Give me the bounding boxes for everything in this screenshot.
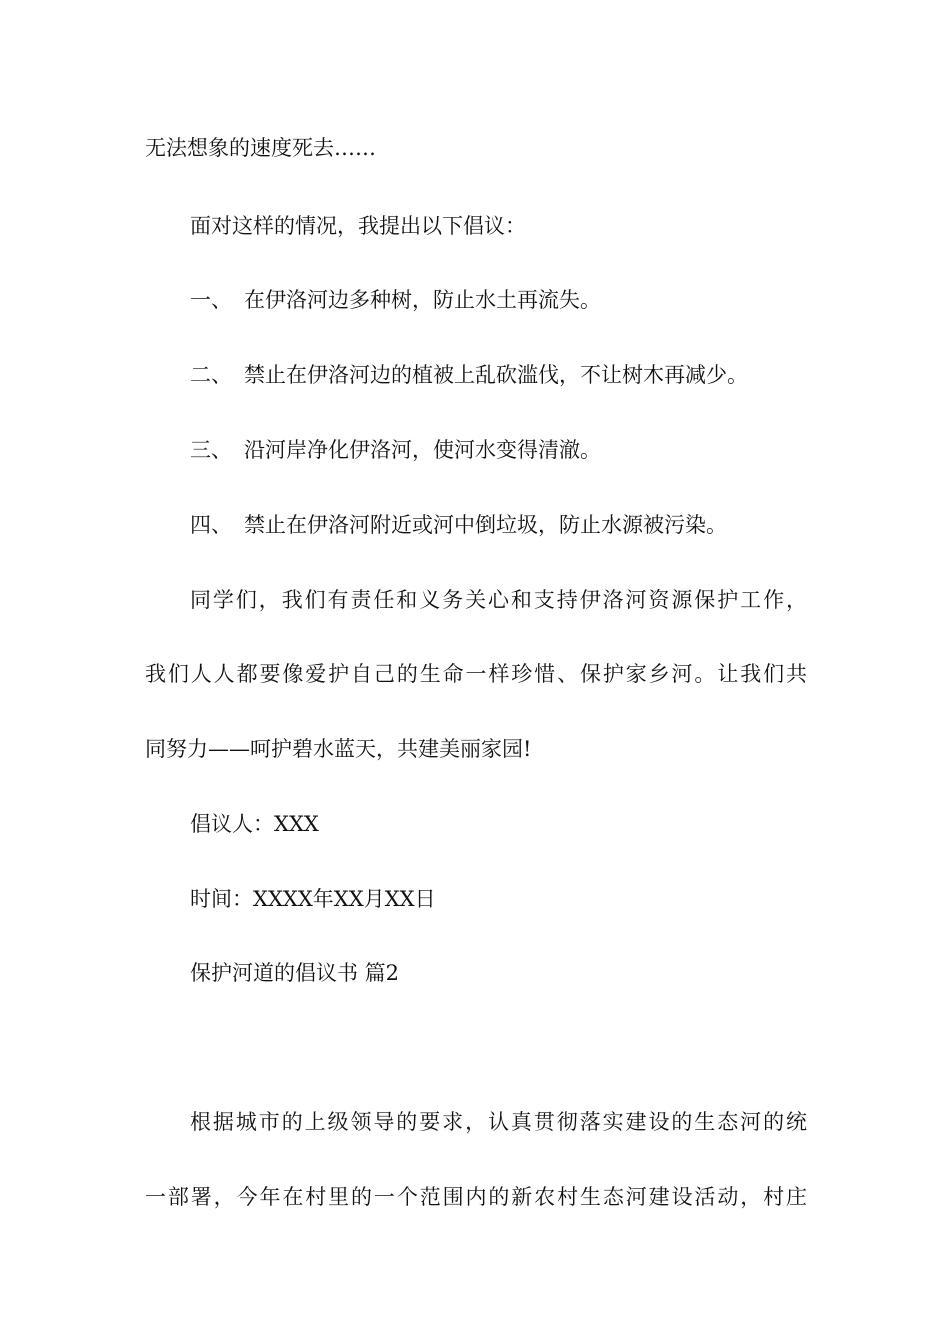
proposal-number: 三、 [190,438,232,462]
document-date: 时间：XXXX年XX月XX日 [190,887,436,911]
closing-paragraph-line-2: 我们人人都要像爱护自己的生命一样珍惜、保护家乡河。让我们共 [145,662,807,686]
proposal-text: 禁止在伊洛河附近或河中倒垃圾，防止水源被污染。 [244,513,727,537]
paragraph-continuation: 无法想象的速度死去…… [145,136,376,160]
proposal-item-4 [190,510,727,540]
proposal-item-3 [190,435,601,465]
proposal-item-2 [190,360,748,390]
proposer-signature: 倡议人：XXX [190,812,319,836]
proposal-number: 二、 [190,363,232,387]
proposal-text: 沿河岸净化伊洛河，使河水变得清澈。 [244,438,601,462]
proposal-number: 四、 [190,513,232,537]
proposal-text: 禁止在伊洛河边的植被上乱砍滥伐，不让树木再减少。 [244,363,748,387]
body-paragraph-line-1: 根据城市的上级领导的要求，认真贯彻落实建设的生态河的统 [190,1110,807,1134]
proposal-number: 一、 [190,288,232,312]
proposal-item-1 [190,285,601,315]
proposal-intro: 面对这样的情况，我提出以下倡议： [190,214,526,238]
proposal-text: 在伊洛河边多种树，防止水土再流失。 [244,288,601,312]
closing-paragraph-line-1: 同学们，我们有责任和义务关心和支持伊洛河资源保护工作， [190,588,807,612]
body-paragraph-line-2: 一部署，今年在村里的一个范围内的新农村生态河建设活动，村庄 [145,1185,807,1209]
section-heading: 保护河道的倡议书 篇2 [190,961,400,985]
closing-paragraph-line-3: 同努力——呵护碧水蓝天，共建美丽家园! [145,737,532,761]
